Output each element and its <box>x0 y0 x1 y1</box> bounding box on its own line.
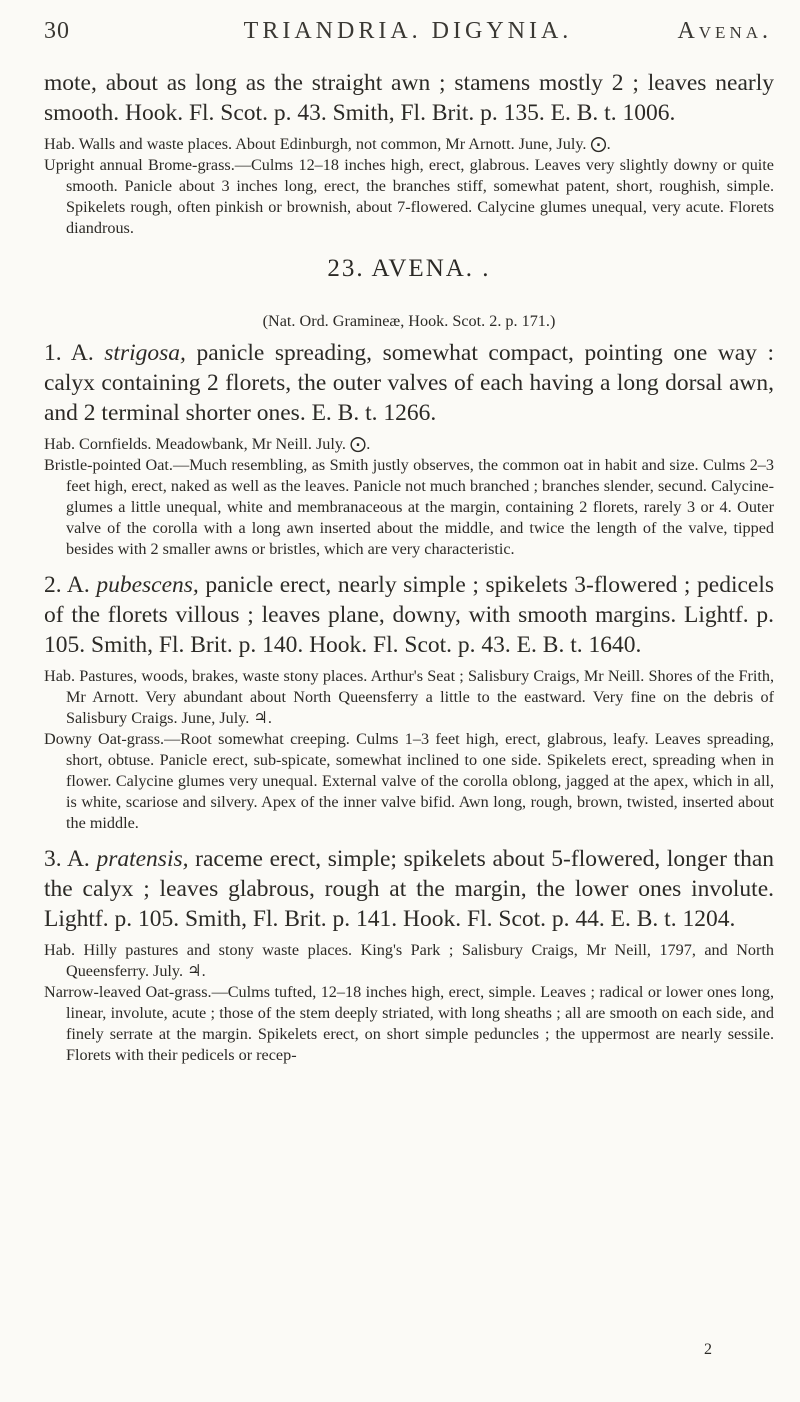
species-3-note: Narrow-leaved Oat-grass.—Culms tufted, 12–18 inches high, erect, simple. Leaves ; radical or lower ones long, linear, involute, acute ; those of the stem deeply striated, with long sheaths ; all are smooth on each side, and finely serrate at the margin. Spikelets erect, on short simple peduncles ; the uppermost are nearly sessile. Florets with their pedicels or recep- <box>44 983 774 1064</box>
species-2-note: Downy Oat-grass.—Root somewhat creeping. Culms 1–3 feet high, erect, glabrous, leafy. Leaves spreading, short, obtuse. Panicle erect, sub-spicate, somewhat inclined to one side. Spikelets erect, spreading when in flower. Calycine glumes very unequal. External valve of the corolla oblong, jagged at the apex, which in all, is white, scariose and silvery. Apex of the inner valve bifid. Awn long, rough, brown, twisted, inserted about the middle. <box>44 730 774 832</box>
continuation-description: mote, about as long as the straight awn ; stamens mostly 2 ; leaves nearly smooth. Hook. Fl. Scot. p. 43. Smith, Fl. Brit. p. 135. E. B. t. 1006. <box>44 70 774 126</box>
species-1-name: strigosa, <box>104 340 186 366</box>
species-1-note: Bristle-pointed Oat.—Much resembling, as Smith justly observes, the common oat in habit and size. Culms 2–3 feet high, erect, naked as well as the leaves. Panicle not much branched ; branches slender, secund. Calycine-glumes a little unequal, white and membranaceous at the margin, containing 2 florets, rarely 3 or 4. Outer valve of the corolla with a long awn inserted about the middle, and twice the length of the valve, tipped besides with 2 smaller awns or bristles, which are very characteristic. <box>44 456 774 558</box>
page-number: 30 <box>44 18 70 44</box>
continuation-habitat: Hab. Walls and waste places. About Edinburgh, not common, Mr Arnott. June, July. ⨀. <box>44 135 611 153</box>
species-2-diagnosis <box>44 570 774 660</box>
species-3-refs: Lightf. p. 105. Smith, Fl. Brit. p. 141. Hook. Fl. Scot. p. 44. E. B. t. 1204. <box>44 906 736 932</box>
signature-mark: 2 <box>704 1341 712 1358</box>
running-genus: Avena. <box>677 18 772 44</box>
page-body <box>44 68 774 1066</box>
species-3-habitat: Hab. Hilly pastures and stony waste places. King's Park ; Salisbury Craigs, Mr Neill, 1797, and North Queensferry. July. ♃. <box>44 941 774 980</box>
species-3-name: pratensis, <box>96 846 189 872</box>
species-1-description: panicle spreading, somewhat compact, pointing one way : calyx containing 2 florets, the outer valves of each having a long dorsal awn, and 2 terminal shorter ones. <box>44 340 775 426</box>
species-1-diagnosis <box>44 338 774 428</box>
species-1-habitat: Hab. Cornfields. Meadowbank, Mr Neill. July. ⨀. <box>44 435 371 453</box>
running-header <box>44 18 772 58</box>
genus-order: (Nat. Ord. Gramineæ, Hook. Scot. 2. p. 171.) <box>262 312 556 330</box>
species-2-name: pubescens, <box>96 572 199 598</box>
species-2-habitat: Hab. Pastures, woods, brakes, waste stony places. Arthur's Seat ; Salisbury Craigs, Mr Neill. Shores of the Frith, Mr Arnott. Very abundant about North Queensferry a little to the eastward. Very fine on the debris of Salisbury Craigs. June, July. ♃. <box>44 667 774 727</box>
species-2-description: panicle erect, nearly simple ; spikelets 3-flowered ; pedicels of the florets villous ; leaves plane, downy, with smooth margins. <box>44 572 775 628</box>
species-3-number: 3. A. <box>44 846 90 872</box>
species-3-description: raceme erect, simple; spikelets about 5-flowered, longer than the calyx ; leaves glabrous, rough at the margin, the lower ones involute. <box>44 846 775 902</box>
species-2-refs: Lightf. p. 105. Smith, Fl. Brit. p. 140. Hook. Fl. Scot. p. 43. E. B. t. 1640. <box>44 602 774 658</box>
species-2-number: 2. A. <box>44 572 90 598</box>
species-1-number: 1. A. <box>44 340 94 366</box>
genus-heading: 23. AVENA. . <box>327 255 491 282</box>
continuation-refs: Hook. Fl. Scot. p. 43. Smith, Fl. Brit. p. 135. E. B. t. 1006. <box>124 100 676 126</box>
running-title: TRIANDRIA. DIGYNIA. <box>243 18 573 44</box>
continuation-note: Upright annual Brome-grass.—Culms 12–18 inches high, erect, glabrous. Leaves very slightly downy or quite smooth. Panicle about 3 inches long, erect, the branches stiff, somewhat patent, short, roughish, simple. Spikelets rough, often pinkish or brownish, about 7-flowered. Calycine glumes unequal, very acute. Florets diandrous. <box>44 156 774 237</box>
species-1-refs: E. B. t. 1266. <box>311 400 437 426</box>
species-3-diagnosis <box>44 844 774 934</box>
